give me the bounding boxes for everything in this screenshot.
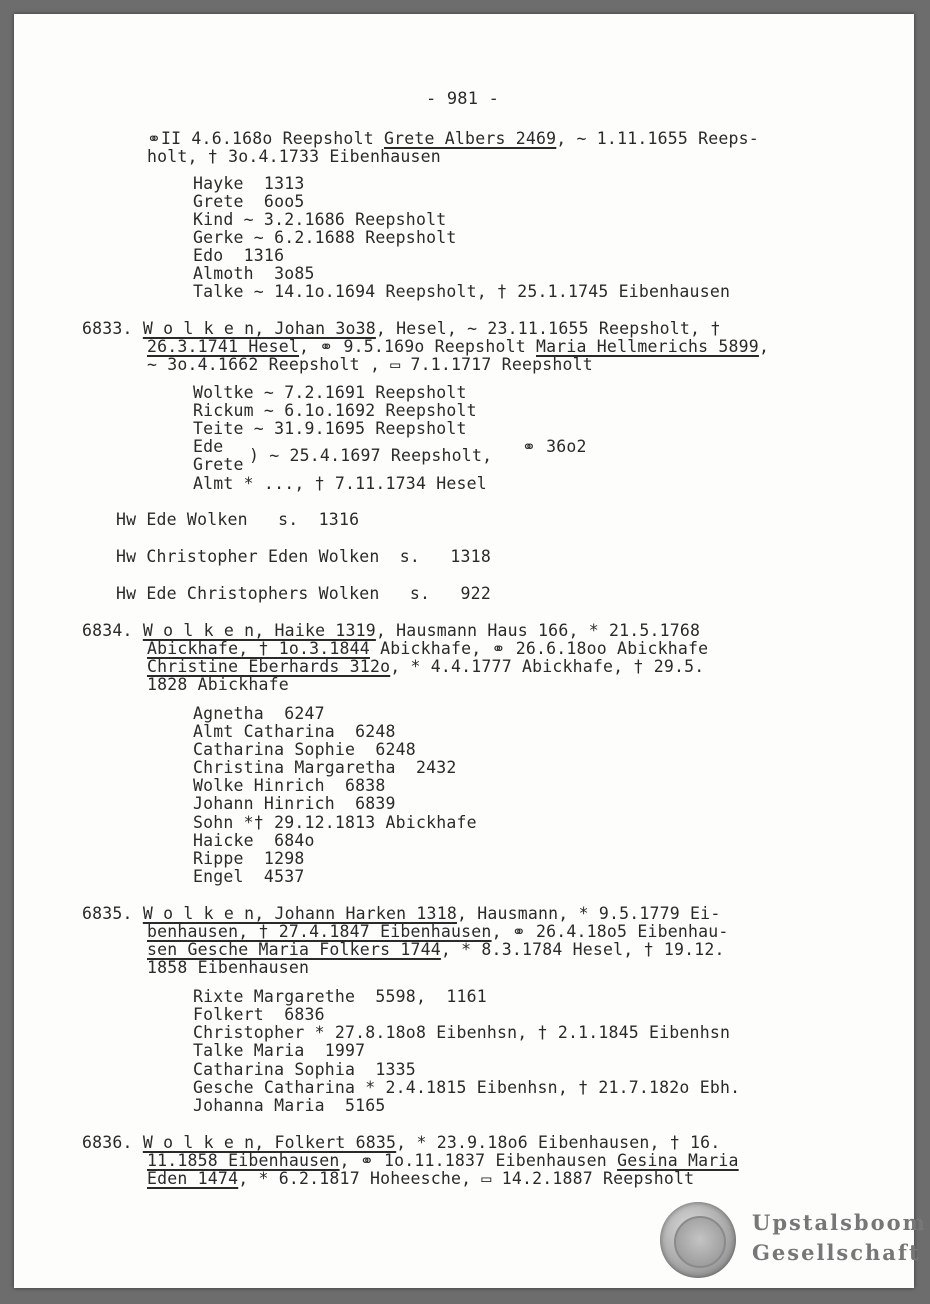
text-segment: 6833.	[82, 319, 143, 338]
text-segment: ) ~ 25.4.1697 Reepsholt,	[249, 446, 493, 465]
text-line	[193, 211, 446, 229]
text-line	[193, 265, 315, 283]
text-segment: Gesche Catharina * 2.4.1815 Eibenhsn, † 21.7.182o Ebh.	[193, 1078, 741, 1097]
text-segment: Hw Ede Wolken s. 1316	[116, 510, 360, 529]
text-line	[193, 988, 487, 1006]
text-line	[193, 850, 304, 868]
underlined-segment: Abickhafe, † 1o.3.1844	[147, 639, 370, 658]
text-segment: Engel 4537	[193, 867, 305, 886]
text-segment: Kind ~ 3.2.1686 Reepsholt	[193, 210, 447, 229]
text-segment: Christopher * 27.8.18o8 Eibenhsn, † 2.1.1845 Eibenhsn	[193, 1023, 731, 1042]
text-segment: , ⚭ 9.5.169o Reepsholt	[299, 337, 536, 356]
text-line	[193, 1006, 325, 1024]
text-line	[193, 402, 477, 420]
text-segment: Wolke Hinrich 6838	[193, 776, 386, 795]
text-segment: , * 8.3.1784 Hesel, † 19.12.	[440, 940, 725, 959]
text-segment: Johann Hinrich 6839	[193, 794, 396, 813]
logo-line-1: Upstalsboom	[752, 1210, 927, 1235]
text-line	[193, 814, 477, 832]
underlined-segment: Gesina Maria	[617, 1151, 739, 1170]
text-line	[522, 438, 587, 456]
society-logo	[660, 1202, 927, 1278]
text-line	[193, 832, 315, 850]
text-line	[193, 1024, 730, 1042]
text-line	[147, 1170, 694, 1188]
text-segment: Hayke 1313	[193, 174, 305, 193]
text-line	[147, 356, 593, 374]
text-line	[193, 247, 284, 265]
text-line	[193, 175, 304, 193]
text-segment: Sohn *† 29.12.1813 Abickhafe	[193, 813, 477, 832]
text-segment: Abickhafe, ⚭ 26.6.18oo Abickhafe	[369, 639, 709, 658]
text-line	[193, 438, 223, 456]
text-segment: ,	[758, 337, 770, 356]
text-segment: Folkert 6836	[193, 1005, 325, 1024]
text-line	[147, 130, 759, 148]
text-segment: Rixte Margarethe 5598, 1161	[193, 987, 487, 1006]
text-segment: , * 6.2.1817 Hoheesche, ▭ 14.2.1887 Reepsholt	[238, 1169, 695, 1188]
text-segment: Almoth 3o85	[193, 264, 315, 283]
underlined-segment: benhausen, † 27.4.1847 Eibenhausen	[147, 922, 492, 941]
text-line	[193, 868, 304, 886]
text-line	[193, 283, 730, 301]
text-line	[147, 959, 309, 977]
entry-6836-header	[82, 1134, 720, 1152]
text-segment: , Hausmann, * 9.5.1779 Ei-	[456, 904, 721, 923]
page-number: - 981 -	[426, 89, 500, 109]
text-line	[193, 475, 487, 493]
text-segment: Christina Margaretha 2432	[193, 758, 457, 777]
text-line	[193, 705, 325, 723]
text-line	[147, 941, 725, 959]
text-segment: Rippe 1298	[193, 849, 305, 868]
text-segment: Hw Ede Christophers Wolken s. 922	[116, 584, 491, 603]
text-segment: 1828 Abickhafe	[147, 675, 289, 694]
text-segment: Gerke ~ 6.2.1688 Reepsholt	[193, 228, 457, 247]
text-segment: ⚭ 36o2	[522, 437, 587, 456]
underlined-segment: W o l k e n, Johan 3o38	[142, 319, 376, 338]
text-line	[193, 229, 456, 247]
text-segment: Hw Christopher Eden Wolken s. 1318	[116, 547, 491, 566]
text-segment: Almt * ..., † 7.11.1734 Hesel	[193, 474, 487, 493]
text-line	[193, 759, 456, 777]
underlined-segment: sen Gesche Maria Folkers 1744	[147, 940, 441, 959]
text-segment: Catharina Sophie 6248	[193, 740, 416, 759]
entry-6835-header	[82, 905, 720, 923]
underlined-segment: Grete Albers 2469	[383, 129, 557, 148]
text-segment: Talke Maria 1997	[193, 1041, 366, 1060]
text-line	[193, 1061, 416, 1079]
underlined-segment: W o l k e n, Haike 1319	[142, 621, 376, 640]
text-segment: , Hesel, ~ 23.11.1655 Reepsholt, †	[375, 319, 721, 338]
document-page	[14, 14, 927, 1288]
text-line	[147, 1152, 739, 1170]
hw-line	[116, 585, 491, 603]
text-segment: Rickum ~ 6.1o.1692 Reepsholt	[193, 401, 477, 420]
underlined-segment: Christine Eberhards 312o	[147, 657, 391, 676]
text-segment: , Hausmann Haus 166, * 21.5.1768	[375, 621, 701, 640]
text-line	[193, 723, 396, 741]
logo-line-2: Gesellschaft	[752, 1240, 921, 1265]
text-segment: , ⚭ 26.4.18o5 Eibenhau-	[491, 922, 729, 941]
text-segment: , * 23.9.18o6 Eibenhausen, † 16.	[396, 1133, 721, 1152]
seal-icon	[660, 1202, 736, 1278]
text-segment: Almt Catharina 6248	[193, 722, 396, 741]
text-line	[193, 1079, 740, 1097]
text-segment: , * 4.4.1777 Abickhafe, † 29.5.	[390, 657, 705, 676]
text-line	[193, 456, 244, 474]
underlined-segment: Maria Hellmerichs 5899	[536, 337, 759, 356]
text-segment: Haicke 684o	[193, 831, 315, 850]
text-line	[193, 384, 467, 402]
text-segment: Johanna Maria 5165	[193, 1096, 386, 1115]
text-line	[147, 658, 704, 676]
text-segment: 6835.	[82, 904, 143, 923]
text-segment: Grete 6oo5	[193, 192, 305, 211]
text-line	[193, 1042, 365, 1060]
text-segment: , ~ 1.11.1655 Reeps-	[556, 129, 759, 148]
text-segment: Edo 1316	[193, 246, 285, 265]
text-segment: Catharina Sophia 1335	[193, 1060, 416, 1079]
text-line	[193, 777, 386, 795]
text-segment: Grete	[193, 455, 244, 474]
text-segment: Agnetha 6247	[193, 704, 325, 723]
text-segment: ⚭II 4.6.168o Reepsholt	[147, 129, 384, 148]
underlined-segment: Eden 1474	[147, 1169, 239, 1188]
text-segment: ~ 3o.4.1662 Reepsholt , ▭ 7.1.1717 Reepsholt	[147, 355, 593, 374]
text-segment: 6836.	[82, 1133, 143, 1152]
text-line	[147, 676, 289, 694]
text-segment: 1858 Eibenhausen	[147, 958, 310, 977]
text-line	[147, 923, 729, 941]
text-line	[249, 447, 492, 465]
text-line	[147, 148, 441, 166]
text-line	[147, 640, 708, 658]
text-line	[193, 795, 396, 813]
text-segment: Talke ~ 14.1o.1694 Reepsholt, † 25.1.1745 Eibenhausen	[193, 282, 731, 301]
text-line	[193, 193, 304, 211]
entry-6834-header	[82, 622, 700, 640]
text-segment: 6834.	[82, 621, 143, 640]
entry-6833-header	[82, 320, 720, 338]
text-line	[193, 741, 416, 759]
text-segment: , ⚭ 1o.11.1837 Eibenhausen	[339, 1151, 618, 1170]
text-segment: Teite ~ 31.9.1695 Reepsholt	[193, 419, 467, 438]
underlined-segment: 26.3.1741 Hesel	[147, 337, 300, 356]
underlined-segment: W o l k e n, Folkert 6835	[142, 1133, 397, 1152]
text-segment: Woltke ~ 7.2.1691 Reepsholt	[193, 383, 467, 402]
underlined-segment: W o l k e n, Johann Harken 1318	[142, 904, 457, 923]
hw-line	[116, 548, 491, 566]
text-line	[193, 1097, 386, 1115]
text-segment: holt, † 3o.4.1733 Eibenhausen	[147, 147, 441, 166]
hw-line	[116, 511, 359, 529]
text-line	[147, 338, 769, 356]
text-segment: Ede	[193, 437, 224, 456]
underlined-segment: 11.1858 Eibenhausen	[147, 1151, 340, 1170]
text-line	[193, 420, 467, 438]
